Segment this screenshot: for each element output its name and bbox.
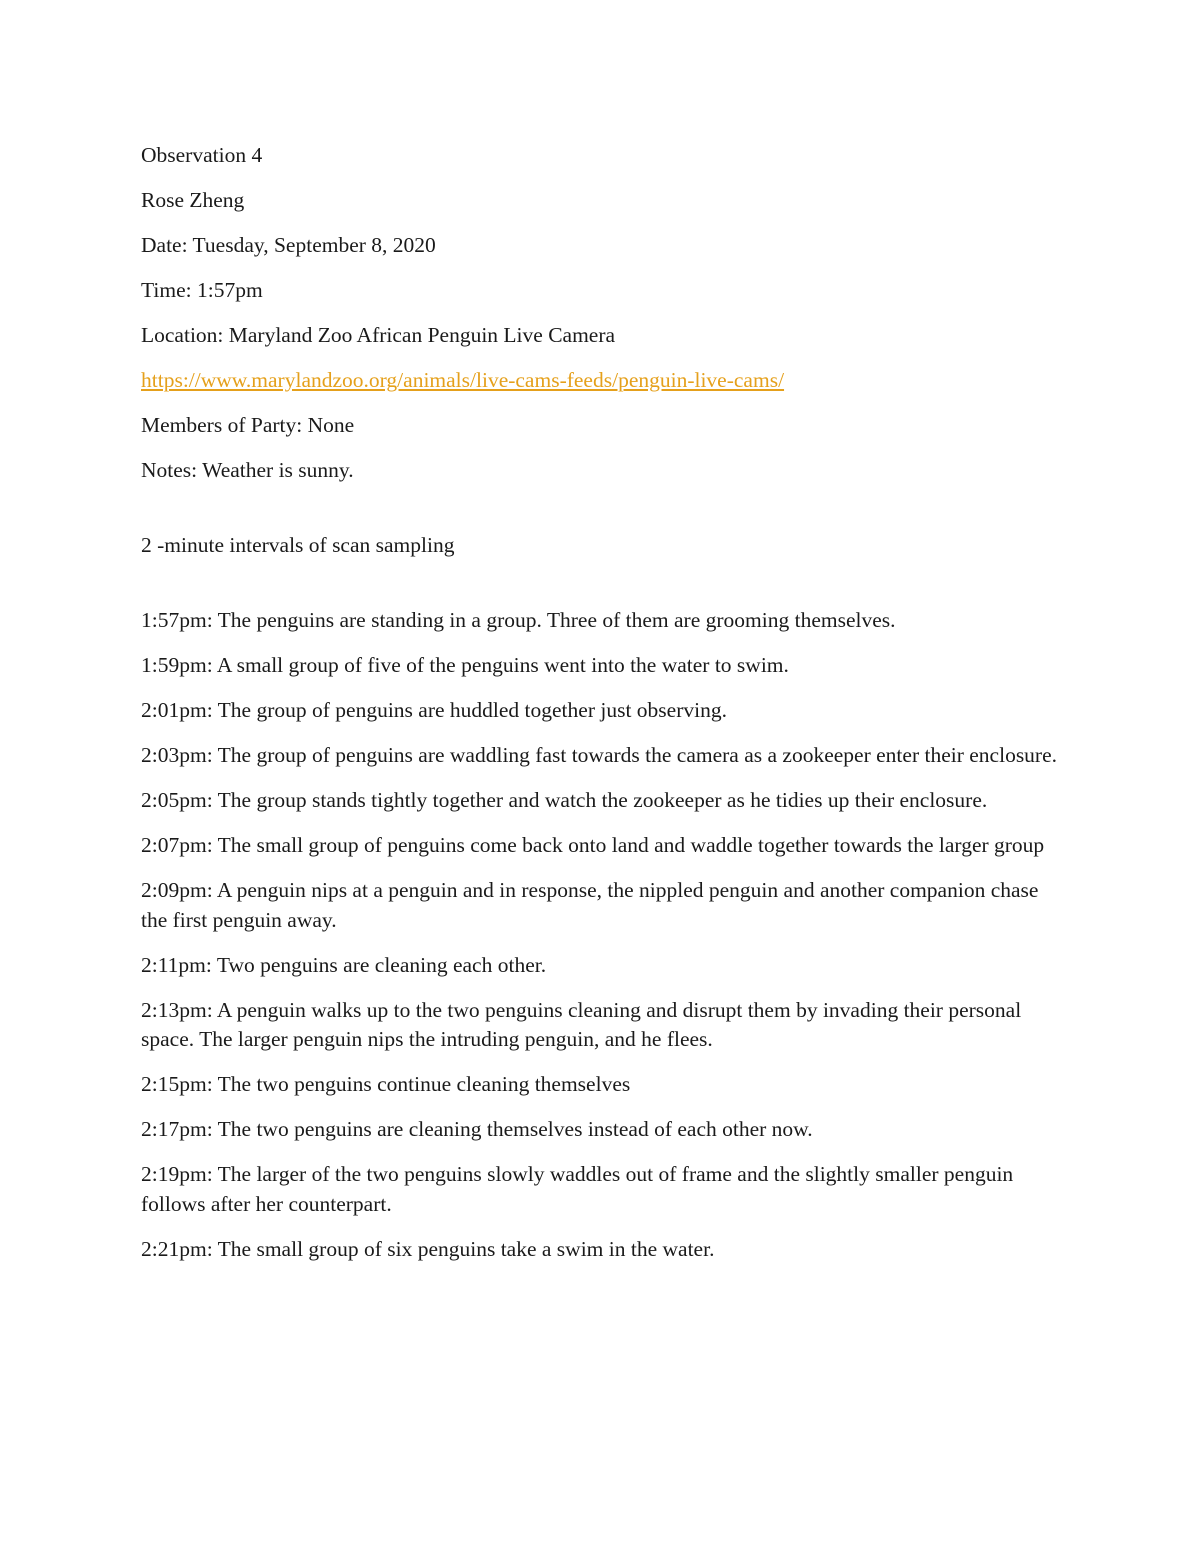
observation-list [141, 606, 1061, 1264]
camera-url-link[interactable]: https://www.marylandzoo.org/animals/live-cams-feeds/penguin-live-cams/ [141, 368, 785, 392]
party-members: Members of Party: None [141, 413, 355, 437]
observation-entry: 2:05pm: The group stands tightly together and watch the zookeeper as he tidies up their enclosure. [141, 788, 988, 812]
author-name: Rose Zheng [141, 188, 245, 212]
blank-line [141, 501, 1061, 531]
location-link-paragraph [141, 366, 1061, 396]
document-body [141, 141, 1061, 1280]
observation-entry: 1:57pm: The penguins are standing in a group. Three of them are grooming themselves. [141, 608, 896, 632]
document-title: Observation 4 [141, 143, 263, 167]
observation-entry: 2:01pm: The group of penguins are huddled together just observing. [141, 698, 727, 722]
observation-notes: Notes: Weather is sunny. [141, 458, 354, 482]
observation-entry: 2:03pm: The group of penguins are waddling fast towards the camera as a zookeeper enter their enclosure. [141, 743, 1058, 767]
observation-entry: 2:21pm: The small group of six penguins take a swim in the water. [141, 1236, 715, 1261]
observation-entry: 2:17pm: The two penguins are cleaning themselves instead of each other now. [141, 1117, 813, 1141]
observation-entry: 1:59pm: A small group of five of the penguins went into the water to swim. [141, 653, 789, 677]
observation-time: Time: 1:57pm [141, 278, 263, 302]
sampling-method: 2 -minute intervals of scan sampling [141, 533, 455, 557]
observation-entry: 2:15pm: The two penguins continue cleaning themselves [141, 1072, 631, 1096]
blank-line [141, 576, 1061, 606]
observation-date: Date: Tuesday, September 8, 2020 [141, 233, 436, 257]
observation-entry: 2:19pm: The larger of the two penguins slowly waddles out of frame and the slightly smaller penguin follows after her counterpart. [141, 1162, 1014, 1216]
observation-entry: 2:13pm: A penguin walks up to the two penguins cleaning and disrupt them by invading their personal space. The larger penguin nips the intruding penguin, and he flees. [141, 997, 1022, 1051]
observation-entry: 2:11pm: Two penguins are cleaning each other. [141, 952, 547, 977]
observation-entry: 2:09pm: A penguin nips at a penguin and in response, the nippled penguin and another companion chase the first penguin away. [141, 878, 1039, 932]
observation-entry: 2:07pm: The small group of penguins come back onto land and waddle together towards the larger group [141, 833, 1045, 857]
observation-location: Location: Maryland Zoo African Penguin Live Camera [141, 323, 616, 347]
